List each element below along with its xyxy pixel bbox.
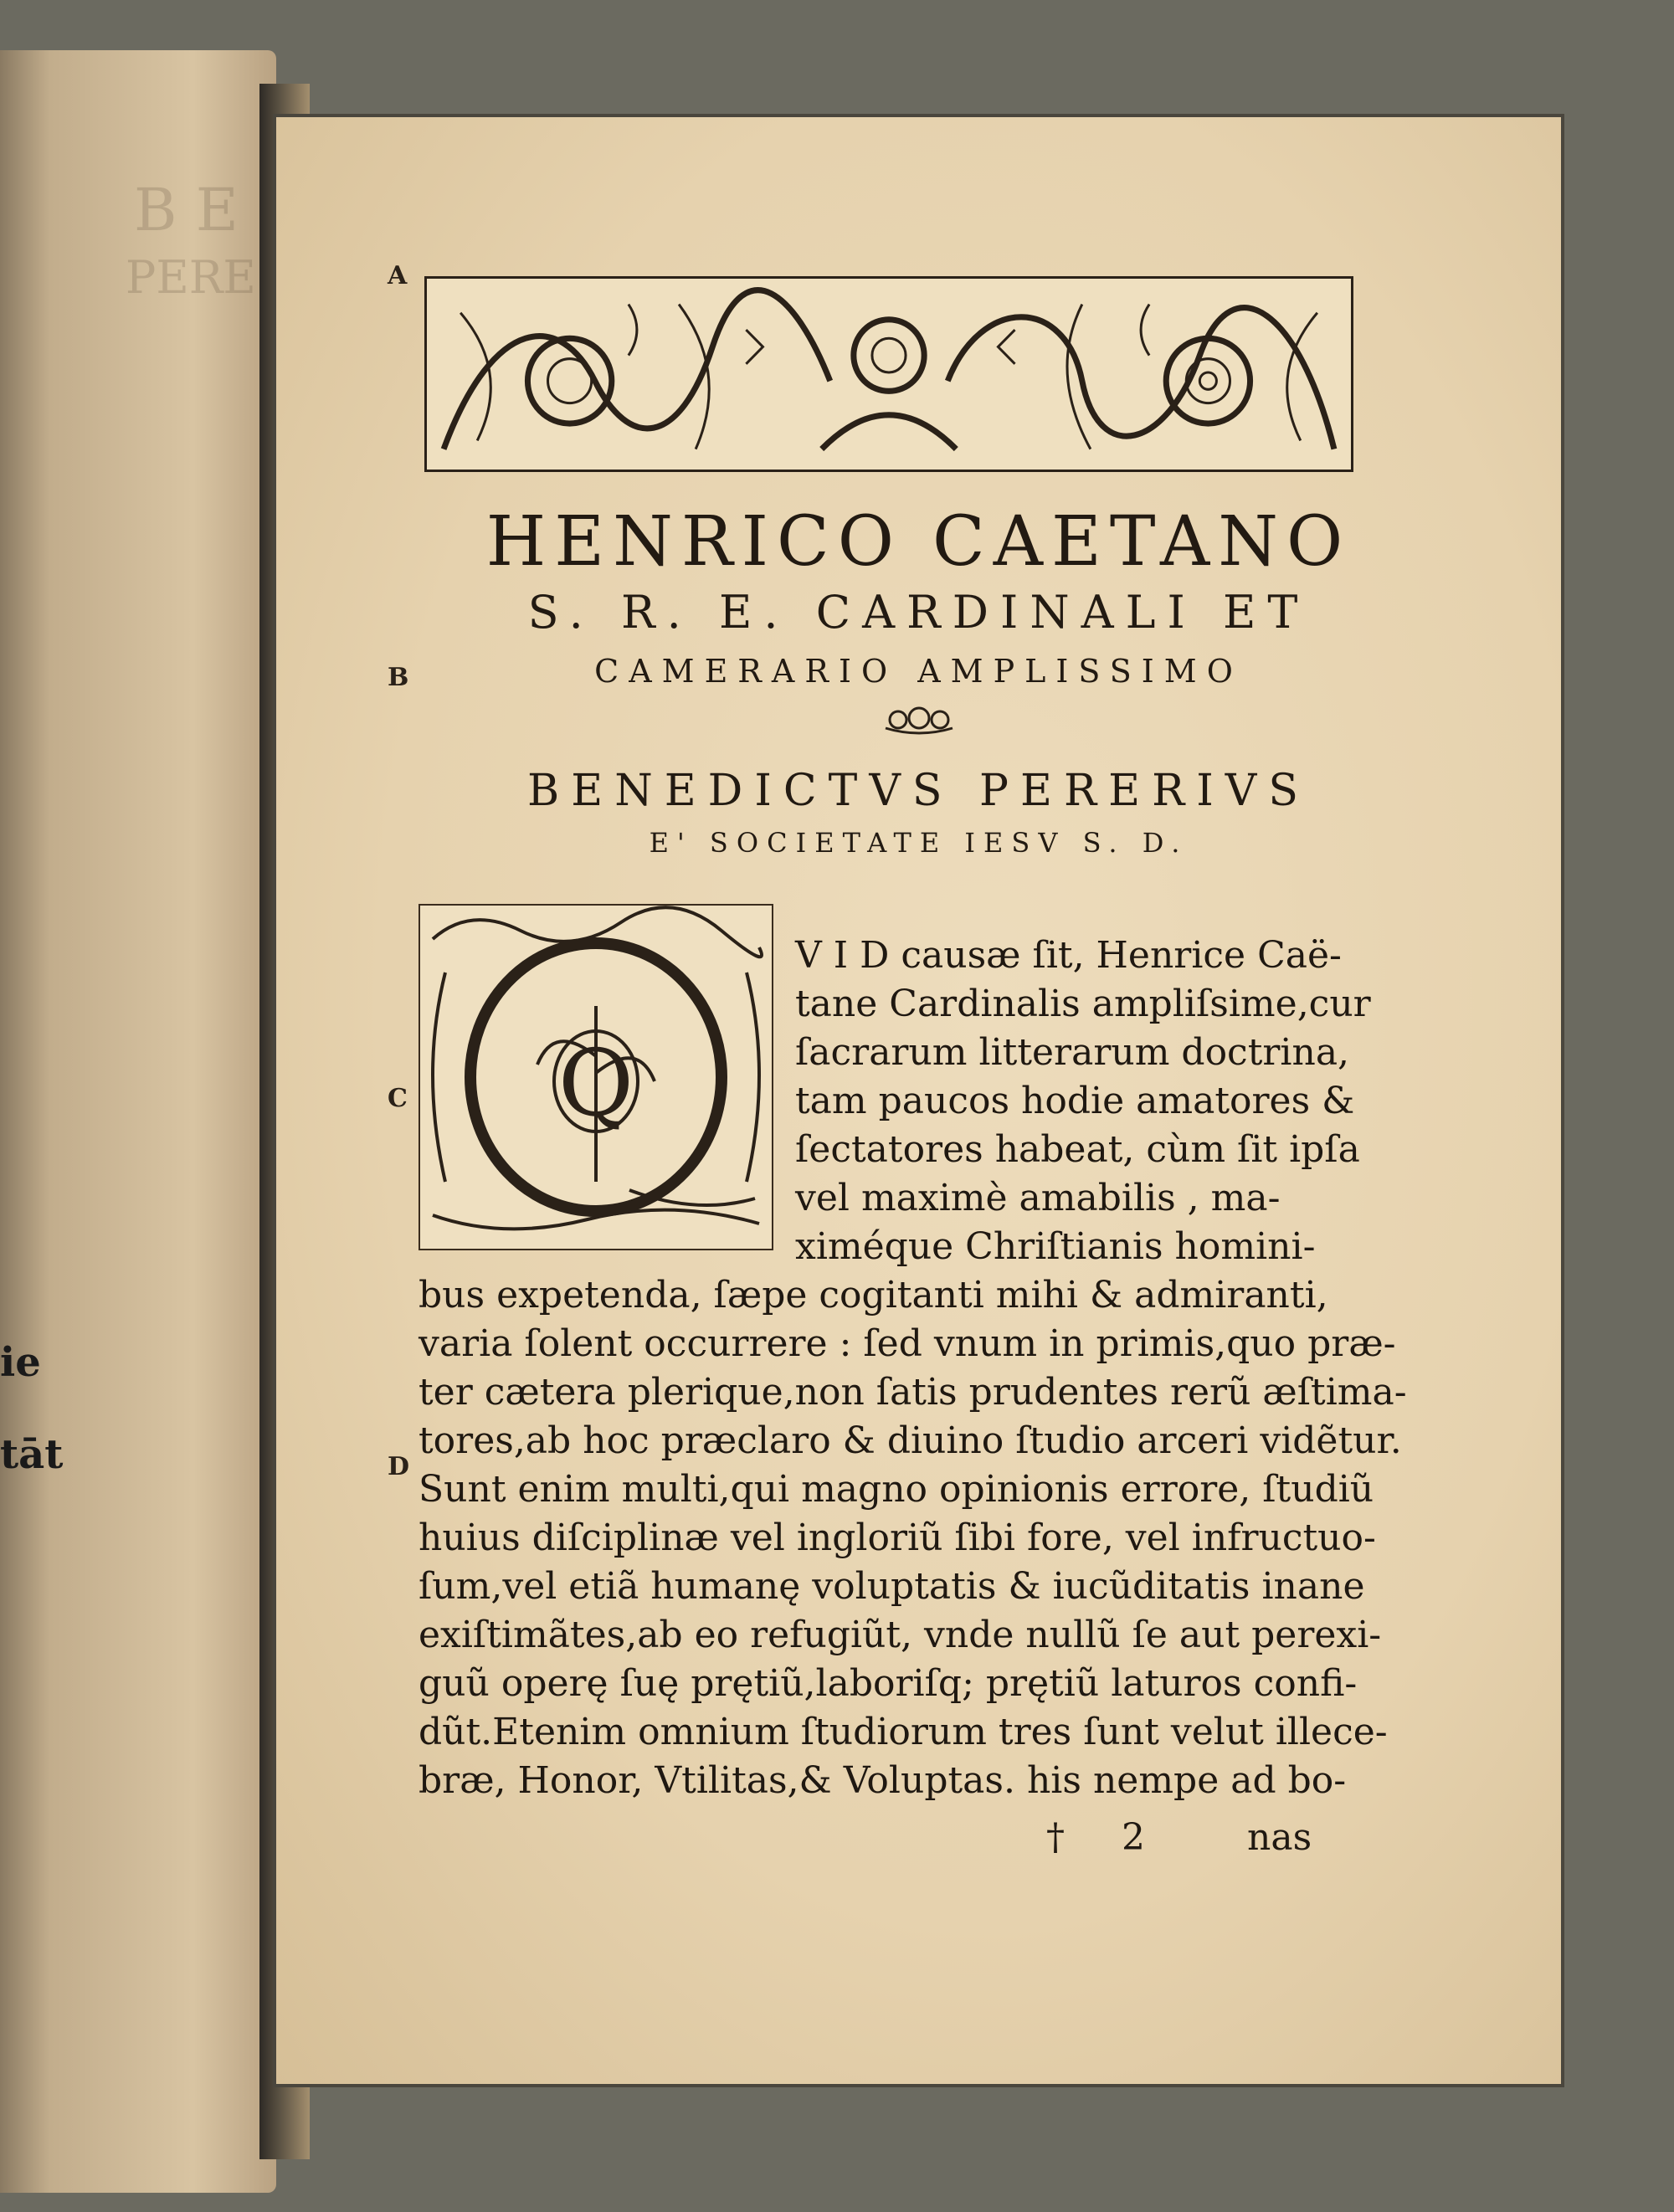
body-line: ter cætera plerique,non ſatis prudentes rerũ æſtima-: [418, 1371, 1407, 1414]
drop-cap-letter: Q: [557, 1029, 634, 1137]
body-line: ſectatores habeat, cùm ſit ipſa: [795, 1128, 1360, 1171]
body-line: tane Cardinalis ampliſsime,cur: [795, 983, 1371, 1025]
signature-number: 2: [1122, 1816, 1145, 1859]
body-line: bræ, Honor, Vtilitas,& Voluptas. his nempe ad bo-: [418, 1759, 1347, 1802]
decorated-initial-q: [418, 904, 773, 1250]
left-page-cut-text: ie: [0, 1339, 41, 1386]
body-line: tam paucos hodie amatores &: [795, 1080, 1355, 1122]
body-line: V I D causæ ſit, Henrice Caë-: [795, 934, 1342, 977]
margin-letter-b: B: [388, 663, 409, 692]
body-line: varia ſolent occurrere : ſed vnum in primis,quo præ-: [418, 1322, 1396, 1365]
dedicatee-name: HENRICO CAETANO: [485, 502, 1352, 582]
body-line: Sunt enim multi,qui magno opinionis errore, ſtudiũ: [418, 1468, 1374, 1511]
body-line: exiſtimãtes,ab eo refugiũt, vnde nullũ ſe aut perexi-: [418, 1614, 1382, 1656]
fleuron-ornament: [276, 703, 1561, 745]
body-line: ximéque Chriſtianis homini-: [795, 1225, 1316, 1268]
body-line: dũt.Etenim omnium ſtudiorum tres ſunt velut illece-: [418, 1711, 1388, 1753]
dedicatee-title: S. R. E. CARDINALI ET: [527, 586, 1310, 639]
margin-letter-d: D: [388, 1452, 410, 1481]
bleed-through-text: B E: [134, 176, 239, 244]
margin-letter-c: C: [388, 1084, 408, 1113]
body-line: tores,ab hoc præclaro & diuino ſtudio arceri vidẽtur.: [418, 1419, 1402, 1462]
left-page-cut-text: tāt: [0, 1431, 64, 1478]
left-facing-page: [0, 50, 276, 2193]
author-society: E' SOCIETATE IESV S. D.: [649, 827, 1189, 859]
author-name: BENEDICTVS PERERIVS: [527, 766, 1310, 816]
signature-mark: †: [1046, 1816, 1065, 1859]
margin-letter-a: A: [388, 261, 408, 290]
body-line: ſacrarum litterarum doctrina,: [795, 1031, 1350, 1074]
woodcut-headpiece: [424, 276, 1353, 472]
dedicatee-office: CAMERARIO AMPLISSIMO: [594, 653, 1243, 690]
body-line: vel maximè amabilis , ma-: [795, 1177, 1281, 1219]
body-line: guũ operę ſuę prętiũ,laboriſq; prętiũ laturos confi-: [418, 1662, 1358, 1705]
catchword: nas: [1247, 1816, 1312, 1859]
body-line: ſum,vel etiã humanę voluptatis & iucũditatis inane: [418, 1565, 1365, 1608]
body-line: huius diſciplinæ vel ingloriũ ſibi fore, vel infructuo-: [418, 1517, 1376, 1559]
bleed-through-text: PERE: [126, 251, 256, 304]
body-line: bus expetenda, ſæpe cogitanti mihi & admiranti,: [418, 1274, 1328, 1316]
book-page: [276, 117, 1561, 2084]
